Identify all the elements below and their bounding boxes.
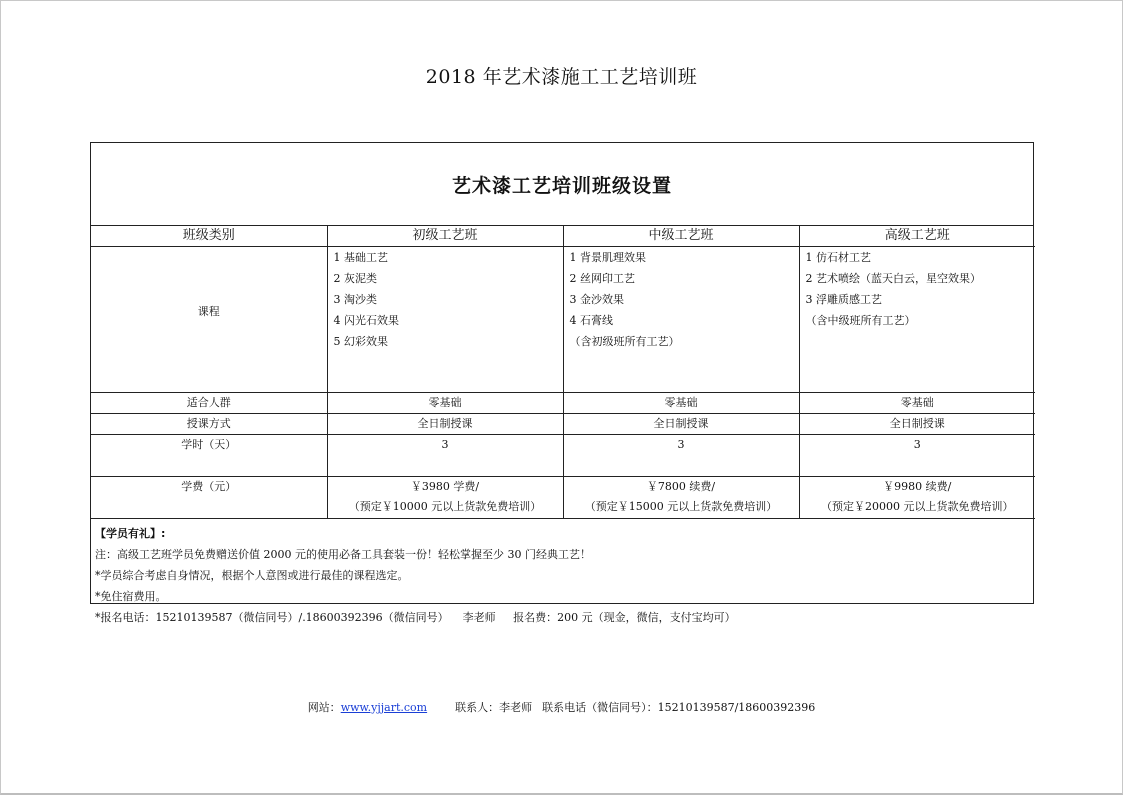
list-item: （含初级班所有工艺） <box>569 335 680 348</box>
audience-label: 适合人群 <box>91 393 327 414</box>
hours-row <box>91 435 1035 477</box>
course-label <box>91 247 327 393</box>
course-row <box>91 247 1035 393</box>
gift-title: 【学员有礼】: <box>95 527 166 540</box>
list-item: 5 幻彩效果 <box>333 335 388 348</box>
hours-intermediate: 3 <box>563 435 799 477</box>
hours-advanced: 3 <box>799 435 1035 477</box>
mode-advanced: 全日制授课 <box>799 414 1035 435</box>
notes-section <box>91 519 1033 632</box>
advanced-courses <box>799 247 1035 393</box>
basic-courses <box>327 247 563 393</box>
mode-row <box>91 414 1035 435</box>
contact-phone: 联系电话（微信同号）：15210139587/18600392396 <box>542 701 816 714</box>
list-item: 3 浮雕质感工艺 <box>805 293 882 306</box>
note-line: *学员综合考虑自身情况，根据个人意图或进行最佳的课程选定。 <box>95 569 409 582</box>
header-advanced: 高级工艺班 <box>799 226 1035 247</box>
fee-advanced-note: （预定￥20000 元以上货款免费培训） <box>821 500 1014 513</box>
note-line: *免住宿费用。 <box>95 590 167 603</box>
fee-label: 学费（元） <box>91 477 327 519</box>
header-basic: 初级工艺班 <box>327 226 563 247</box>
footer <box>0 699 1123 715</box>
header-intermediate: 中级工艺班 <box>563 226 799 247</box>
audience-advanced: 零基础 <box>799 393 1035 414</box>
class-grid <box>91 226 1035 519</box>
note-line: 注：高级工艺班学员免费赠送价值 2000 元的使用必备工具套装一份！轻松掌握至少 30 门经典工艺！ <box>95 548 591 561</box>
list-item: 2 丝网印工艺 <box>569 272 635 285</box>
class-settings-table <box>90 142 1034 624</box>
fee-intermediate-note: （预定￥15000 元以上货款免费培训） <box>584 500 778 513</box>
list-item: 2 艺术喷绘（蓝天白云，星空效果） <box>805 272 981 285</box>
hours-basic: 3 <box>327 435 563 477</box>
mode-label: 授课方式 <box>91 414 327 435</box>
document-title: 2018 年艺术漆施工工艺培训班 <box>425 66 698 88</box>
list-item: 2 灰泥类 <box>333 272 377 285</box>
list-item: 1 仿石材工艺 <box>805 251 871 264</box>
course-label-text: 课程 <box>197 304 220 318</box>
list-item: 4 闪光石效果 <box>333 314 399 327</box>
audience-basic: 零基础 <box>327 393 563 414</box>
fee-basic-note: （预定￥10000 元以上货款免费培训） <box>348 500 542 513</box>
list-item: 3 金沙效果 <box>569 293 624 306</box>
fee-intermediate-price: ￥7800 续费/ <box>646 480 716 493</box>
table-title: 艺术漆工艺培训班级设置 <box>91 143 1033 226</box>
fee-basic-price: ￥3980 学费/ <box>410 480 480 493</box>
list-item: 1 基础工艺 <box>333 251 388 264</box>
hours-label: 学时（天） <box>91 435 327 477</box>
mode-intermediate: 全日制授课 <box>563 414 799 435</box>
list-item: 4 石膏线 <box>569 314 613 327</box>
intermediate-courses <box>563 247 799 393</box>
fee-row <box>91 477 1035 519</box>
audience-intermediate: 零基础 <box>563 393 799 414</box>
fee-advanced-price: ￥9980 续费/ <box>883 480 952 493</box>
fee-advanced <box>799 477 1035 519</box>
header-category: 班级类别 <box>91 226 327 247</box>
fee-intermediate <box>563 477 799 519</box>
contact-person: 联系人：李老师 <box>455 701 533 714</box>
audience-row <box>91 393 1035 414</box>
site-label: 网站： <box>307 701 341 714</box>
header-row <box>91 226 1035 247</box>
note-line: *报名电话：15210139587（微信同号）/.18600392396（微信同号） 李老师 报名费：200 元（现金，微信，支付宝均可） <box>95 611 736 624</box>
list-item: 3 淘沙类 <box>333 293 377 306</box>
website-link[interactable]: www.yjjart.com <box>340 701 428 714</box>
list-item: （含中级班所有工艺） <box>805 314 916 327</box>
list-item: 1 背景肌理效果 <box>569 251 646 264</box>
fee-basic <box>327 477 563 519</box>
mode-basic: 全日制授课 <box>327 414 563 435</box>
